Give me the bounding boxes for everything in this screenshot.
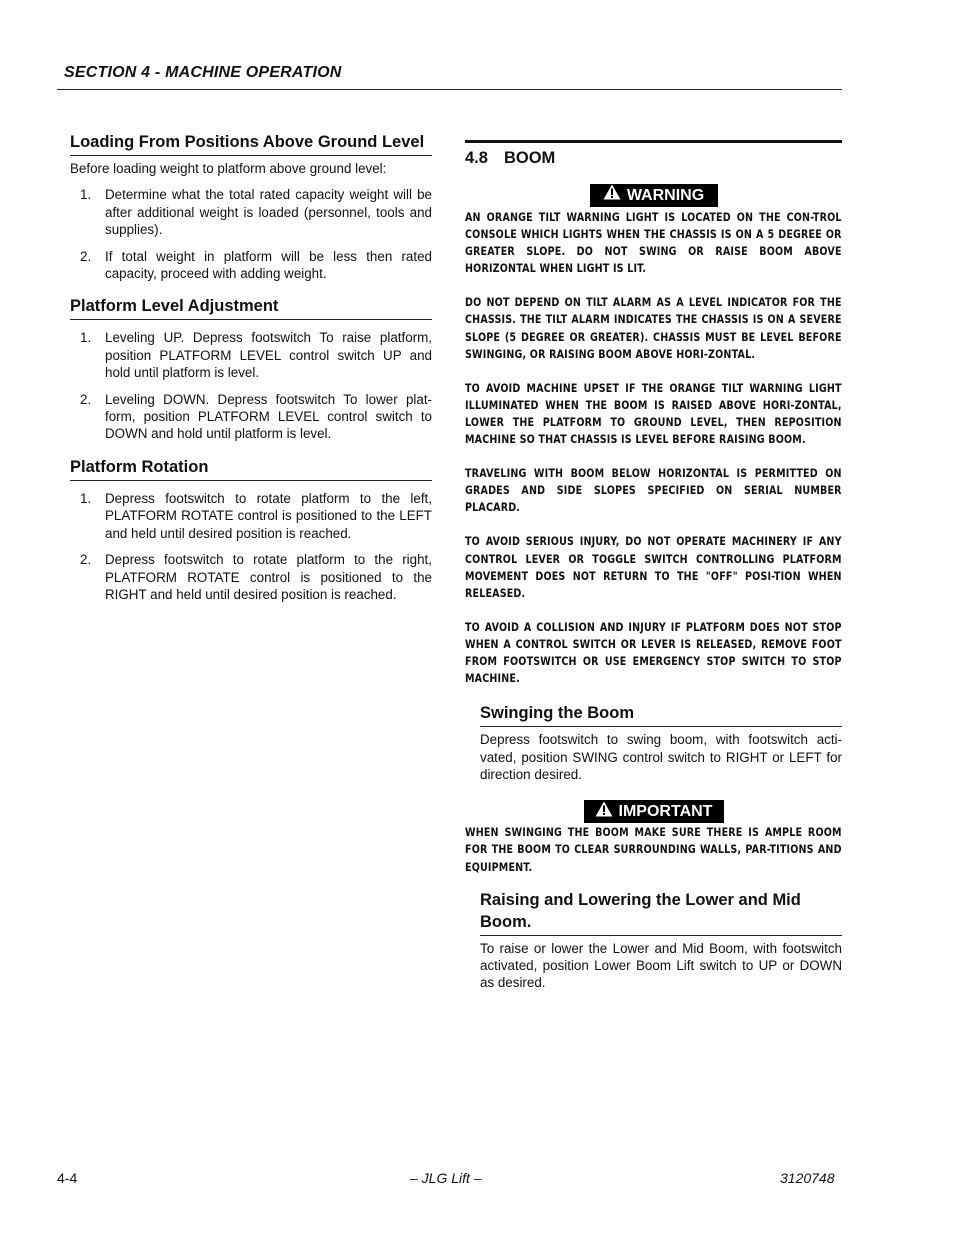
raise-text: To raise or lower the Lower and Mid Boom, with footswitch activated, position Lower Boom Lift switch to UP or DOWN as desired. <box>480 940 842 991</box>
warning-badge <box>590 184 718 207</box>
loading-steps <box>70 186 432 282</box>
loading-intro: Before loading weight to platform above ground level: <box>70 161 387 176</box>
step-text: Depress footswitch to rotate platform to the left, PLATFORM ROTATE control is positioned to the LEFT and held until desired position is reached. <box>105 490 432 541</box>
warning-paragraph: TO AVOID MACHINE UPSET IF THE ORANGE TILT WARNING LIGHT ILLUMINATED WHEN THE BOOM IS RAISED ABOVE HORI-ZONTAL, LOWER THE PLATFORM TO GROUND LEVEL, THEN REPOSITION MACHINE SO THAT CHASSIS IS LEVEL BEFORE RAISING BOOM. <box>465 381 842 447</box>
warning-paragraph: TO AVOID A COLLISION AND INJURY IF PLATFORM DOES NOT STOP WHEN A CONTROL SWITCH OR LEVER IS RELEASED, REMOVE FOOT FROM FOOTSWITCH OR USE EMERGENCY STOP SWITCH TO STOP MACHINE. <box>465 620 842 686</box>
step-text: If total weight in platform will be less then rated capacity, proceed with adding weight. <box>105 248 432 282</box>
list-item <box>70 248 432 283</box>
raise-heading: Raising and Lowering the Lower and Mid Boom. <box>480 889 842 936</box>
swing-heading: Swinging the Boom <box>480 702 842 727</box>
list-item <box>70 551 432 603</box>
list-item <box>70 329 432 381</box>
header-rule <box>57 89 842 90</box>
step-text: Determine what the total rated capacity weight will be after additional weight is loaded (personnel, tools and supplies). <box>105 187 432 238</box>
loading-heading: Loading From Positions Above Ground Level <box>70 131 432 156</box>
level-steps <box>70 329 432 442</box>
warning-label: WARNING <box>626 187 705 204</box>
step-number: 1. <box>80 490 92 506</box>
page-number: 4-4 <box>57 1170 78 1186</box>
step-text: Depress footswitch to rotate platform to the right, PLATFORM ROTATE control is positioned to the RIGHT and held until desired position is reached. <box>105 552 432 602</box>
footer-center: – JLG Lift – <box>410 1170 482 1186</box>
step-number: 2. <box>80 248 92 264</box>
raise-section <box>480 889 842 992</box>
section-title <box>465 140 842 169</box>
rotation-steps <box>70 490 432 603</box>
warning-triangle-icon <box>595 801 613 824</box>
right-column <box>465 140 842 992</box>
swing-section <box>480 702 842 783</box>
step-number: 1. <box>80 330 92 346</box>
doc-number: 3120748 <box>780 1170 835 1186</box>
warning-list <box>465 209 842 687</box>
step-number: 2. <box>80 391 92 407</box>
list-item <box>70 490 432 542</box>
warning-paragraph: TRAVELING WITH BOOM BELOW HORIZONTAL IS PERMITTED ON GRADES AND SIDE SLOPES SPECIFIED ON SERIAL NUMBER PLACARD. <box>465 467 842 515</box>
warning-paragraph: AN ORANGE TILT WARNING LIGHT IS LOCATED ON THE CON-TROL CONSOLE WHICH LIGHTS WHEN THE CHASSIS IS ON A 5 DEGREE OR GREATER SLOPE. DO NOT SWING OR RAISE BOOM ABOVE HORIZONTAL WHEN LIGHT IS LIT. <box>465 211 842 276</box>
level-heading: Platform Level Adjustment <box>70 295 432 320</box>
rotation-heading: Platform Rotation <box>70 456 432 481</box>
list-item <box>70 391 432 443</box>
section-number: 4.8 <box>465 149 488 167</box>
step-number: 1. <box>80 187 92 203</box>
warning-paragraph: DO NOT DEPEND ON TILT ALARM AS A LEVEL INDICATOR FOR THE CHASSIS. THE TILT ALARM INDICATES THE CHASSIS IS ON A SEVERE SLOPE (5 DEGREE OR GREATER). CHASSIS MUST BE LEVEL BEFORE SWINGING, OR RAISING BOOM ABOVE HORI-ZONTAL. <box>465 296 842 361</box>
important-badge <box>584 800 724 823</box>
section-heading: BOOM <box>503 149 556 167</box>
section-header: SECTION 4 - MACHINE OPERATION <box>64 64 342 81</box>
step-text: Leveling UP. Depress footswitch To raise platform, position PLATFORM LEVEL control switch UP and hold until platform is level. <box>105 330 432 381</box>
important-text: WHEN SWINGING THE BOOM MAKE SURE THERE IS AMPLE ROOM FOR THE BOOM TO CLEAR SURROUNDING WALLS, PAR-TITIONS AND EQUIPMENT. <box>465 826 842 874</box>
step-number: 2. <box>80 552 92 568</box>
left-column <box>70 131 432 603</box>
warning-triangle-icon <box>603 184 621 207</box>
list-item <box>70 186 432 238</box>
warning-paragraph: TO AVOID SERIOUS INJURY, DO NOT OPERATE MACHINERY IF ANY CONTROL LEVER OR TOGGLE SWITCH CONTROLLING PLATFORM MOVEMENT DOES NOT RETURN TO THE "OFF" POSI-TION WHEN RELEASED. <box>465 535 842 600</box>
important-label: IMPORTANT <box>618 803 713 821</box>
step-text: Leveling DOWN. Depress footswitch To lower plat-form, position PLATFORM LEVEL control switch to DOWN and hold until platform is level. <box>105 391 432 442</box>
swing-text: Depress footswitch to swing boom, with footswitch acti-vated, position SWING control switch to RIGHT or LEFT for direction desired. <box>480 732 842 782</box>
